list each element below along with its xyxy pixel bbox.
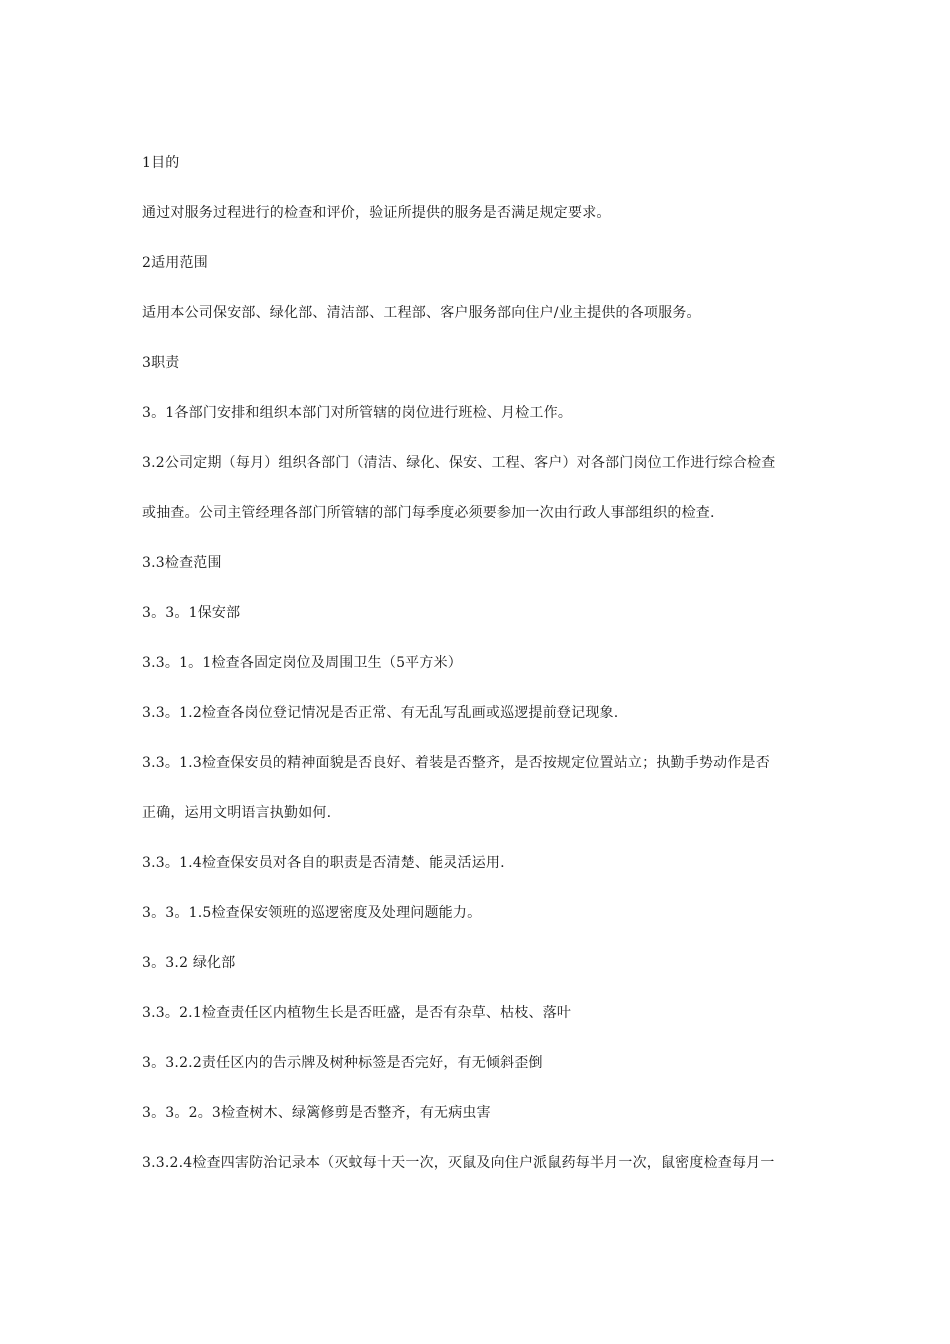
heading-inspection-scope: 3.3检查范围 [142, 555, 222, 571]
clause-3-3-1-2: 3.3。1.2检查各岗位登记情况是否正常、有无乱写乱画或巡逻提前登记现象. [142, 705, 619, 721]
heading-responsibilities: 3职责 [142, 355, 180, 371]
clause-3-2-continued: 或抽查。公司主管经理各部门所管辖的部门每季度必须要参加一次由行政人事部组织的检查. [142, 505, 715, 521]
heading-scope: 2适用范围 [142, 255, 208, 271]
clause-3-3-1-3-continued: 正确，运用文明语言执勤如何. [142, 805, 332, 821]
clause-3-1: 3。1各部门安排和组织本部门对所管辖的岗位进行班检、月检工作。 [142, 405, 573, 421]
heading-security-dept: 3。3。1保安部 [142, 605, 241, 621]
clause-3-3-2-1: 3.3。2.1检查责任区内植物生长是否旺盛，是否有杂草、枯枝、落叶 [142, 1005, 572, 1021]
clause-3-3-1-5: 3。3。1.5检查保安领班的巡逻密度及处理问题能力。 [142, 905, 482, 921]
clause-3-3-2-2: 3。3.2.2责任区内的告示牌及树种标签是否完好，有无倾斜歪倒 [142, 1055, 543, 1071]
paragraph-scope: 适用本公司保安部、绿化部、清洁部、工程部、客户服务部向住户/业主提供的各项服务。 [142, 305, 701, 321]
paragraph-purpose: 通过对服务过程进行的检查和评价，验证所提供的服务是否满足规定要求。 [142, 205, 611, 221]
clause-3-2: 3.2公司定期（每月）组织各部门（清洁、绿化、保安、工程、客户）对各部门岗位工作进行综合检查 [142, 455, 776, 471]
heading-purpose: 1目的 [142, 155, 180, 171]
clause-3-3-1-1: 3.3。1。1检查各固定岗位及周围卫生（5平方米） [142, 655, 462, 671]
clause-3-3-1-3: 3.3。1.3检查保安员的精神面貌是否良好、着装是否整齐，是否按规定位置站立；执勤手势动作是否 [142, 755, 770, 771]
clause-3-3-2-3: 3。3。2。3检查树木、绿篱修剪是否整齐，有无病虫害 [142, 1105, 491, 1121]
clause-3-3-1-4: 3.3。1.4检查保安员对各自的职责是否清楚、能灵活运用. [142, 855, 505, 871]
clause-3-3-2-4: 3.3.2.4检查四害防治记录本（灭蚊每十天一次，灭鼠及向住户派鼠药每半月一次，鼠密度检查每月一 [142, 1155, 775, 1171]
heading-greening-dept: 3。3.2 绿化部 [142, 955, 236, 971]
